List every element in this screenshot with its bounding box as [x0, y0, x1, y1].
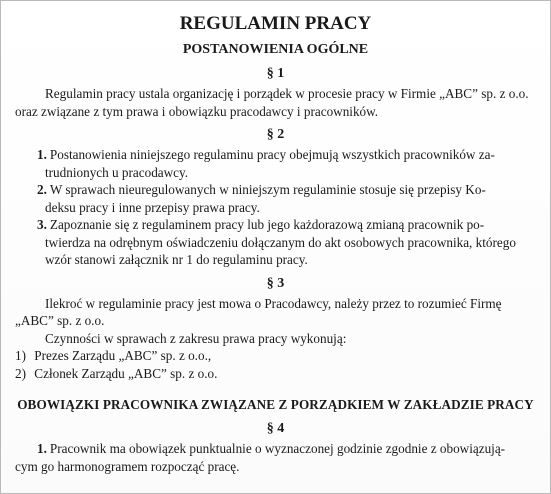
paragraph-2-item-1 — [15, 146, 536, 164]
list-number: 2) — [15, 365, 26, 381]
section-title-duties: OBOWIĄZKI PRACOWNIKA ZWIĄZANE Z PORZĄDKIEM W ZAKŁADZIE PRACY — [17, 397, 534, 412]
item-number: 2. — [37, 182, 47, 197]
item-text: Pracownik ma obowiązek punktualnie o wyznaczonej godzinie zgodnie z obowiązują- — [49, 441, 506, 456]
paragraph-2-item-2 — [15, 181, 536, 199]
paragraph-4-item-1-cont: cym go harmonogramem rozpocząć pracę. — [15, 458, 240, 474]
section-title-general: POSTANOWIENIA OGÓLNE — [182, 42, 369, 57]
paragraph-2-item-3-cont-2: wzór stanowi załącznik nr 1 do regulaminu pracy. — [45, 252, 308, 267]
list-text: Prezes Zarządu „ABC” sp. z o.o., — [34, 348, 212, 363]
paragraph-heading-1: § 1 — [266, 66, 285, 81]
paragraph-heading-2: § 2 — [266, 127, 285, 142]
paragraph-1-line-1: Regulamin pracy ustala organizację i porządek w procesie pracy w Firmie „ABC” sp. z o.o. — [45, 86, 529, 101]
paragraph-3-line-2: „ABC” sp. z o.o. — [15, 313, 105, 328]
document-title: REGULAMIN PRACY — [179, 13, 372, 34]
regulation-document — [15, 11, 536, 475]
paragraph-1-line-2: oraz związane z tym prawa i obowiązku pracodawcy i pracowników. — [15, 103, 379, 119]
item-number: 1. — [37, 147, 47, 162]
paragraph-2-item-1-cont: trudnionych u pracodawcy. — [45, 164, 189, 180]
paragraph-3-line-1: Ilekroć w regulaminie pracy jest mowa o Pracodawcy, należy przez to rozumieć Firmę — [45, 295, 502, 311]
paragraph-2-item-2-cont: deksu pracy i inne przepisy prawa pracy. — [45, 199, 260, 215]
paragraph-heading-3: § 3 — [266, 275, 285, 291]
paragraph-2-item-3 — [15, 216, 536, 234]
item-text: W sprawach nieuregulowanych w niniejszym regulaminie stosuje się przepisy Ko- — [49, 182, 486, 197]
paragraph-heading-4: § 4 — [266, 421, 285, 436]
list-item — [15, 347, 536, 365]
paragraph-4-item-1 — [15, 440, 536, 458]
list-text: Członek Zarządu „ABC” sp. z o.o. — [34, 365, 218, 381]
paragraph-3-line-3: Czynności w sprawach z zakresu prawa pracy wykonują: — [45, 330, 347, 346]
item-number: 1. — [37, 441, 47, 456]
paragraph-2-item-3-cont: twierdza na odrębnym oświadczeniu dołączanym do akt osobowych pracownika, którego — [45, 234, 516, 250]
list-item — [15, 365, 536, 383]
list-number: 1) — [15, 348, 26, 363]
item-text: Zapoznanie się z regulaminem pracy lub jego każdorazową zmianą pracownik po- — [49, 217, 485, 232]
item-number: 3. — [37, 217, 47, 232]
item-text: Postanowienia niniejszego regulaminu pracy obejmują wszystkich pracowników za- — [49, 147, 495, 162]
